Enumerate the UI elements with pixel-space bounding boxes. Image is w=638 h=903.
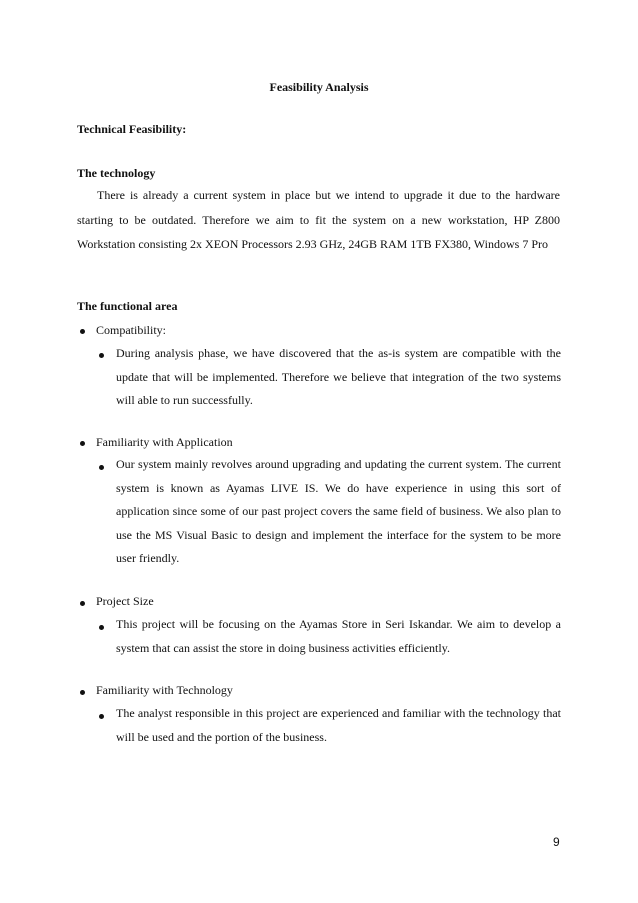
functional-area-heading: The functional area xyxy=(77,299,178,313)
sub-bullet-icon xyxy=(99,353,104,358)
list-item-detail: This project will be focusing on the Ayamas Store in Seri Iskandar. We aim to develop a system that can assist the store in doing business activities efficiently. xyxy=(116,617,561,655)
bullet-icon xyxy=(80,690,85,695)
bullet-icon xyxy=(80,329,85,334)
technical-feasibility-heading: Technical Feasibility: xyxy=(77,122,187,136)
list-item-label: Compatibility: xyxy=(96,323,167,337)
technology-paragraph-text: There is already a current system in place but we intend to upgrade it due to the hardware starting to be outdated. Therefore we aim to fit the system on a new workstation, HP Z800 Workstation consisting 2x XEON Processors 2.93 GHz, 24GB RAM 1TB FX380, Windows 7 Pro xyxy=(77,188,560,251)
bullet-icon xyxy=(80,601,85,606)
page-number: 9 xyxy=(553,835,560,849)
sub-bullet-icon xyxy=(99,714,104,719)
page-title: Feasibility Analysis xyxy=(269,80,369,94)
list-item-detail: During analysis phase, we have discovered that the as-is system are compatible with the update that will be implemented. Therefore we believe that integration of the two systems will able to run successfully. xyxy=(116,346,561,407)
list-item-detail: The analyst responsible in this project are experienced and familiar with the technology that will be used and the portion of the business. xyxy=(116,706,561,744)
list-item-detail: Our system mainly revolves around upgrading and updating the current system. The current system is known as Ayamas LIVE IS. We do have experience in using this sort of application since some of our past project covers the same field of business. We also plan to use the MS Visual Basic to design and implement the interface for the system to be more user friendly. xyxy=(116,457,561,565)
list-item-label: Familiarity with Technology xyxy=(96,683,233,697)
list-item-label: Project Size xyxy=(96,594,154,608)
technology-heading: The technology xyxy=(77,166,156,180)
sub-bullet-icon xyxy=(99,465,104,470)
technology-paragraph xyxy=(77,183,560,257)
list-item-label: Familiarity with Application xyxy=(96,435,233,449)
sub-bullet-icon xyxy=(99,625,104,630)
bullet-icon xyxy=(80,441,85,446)
